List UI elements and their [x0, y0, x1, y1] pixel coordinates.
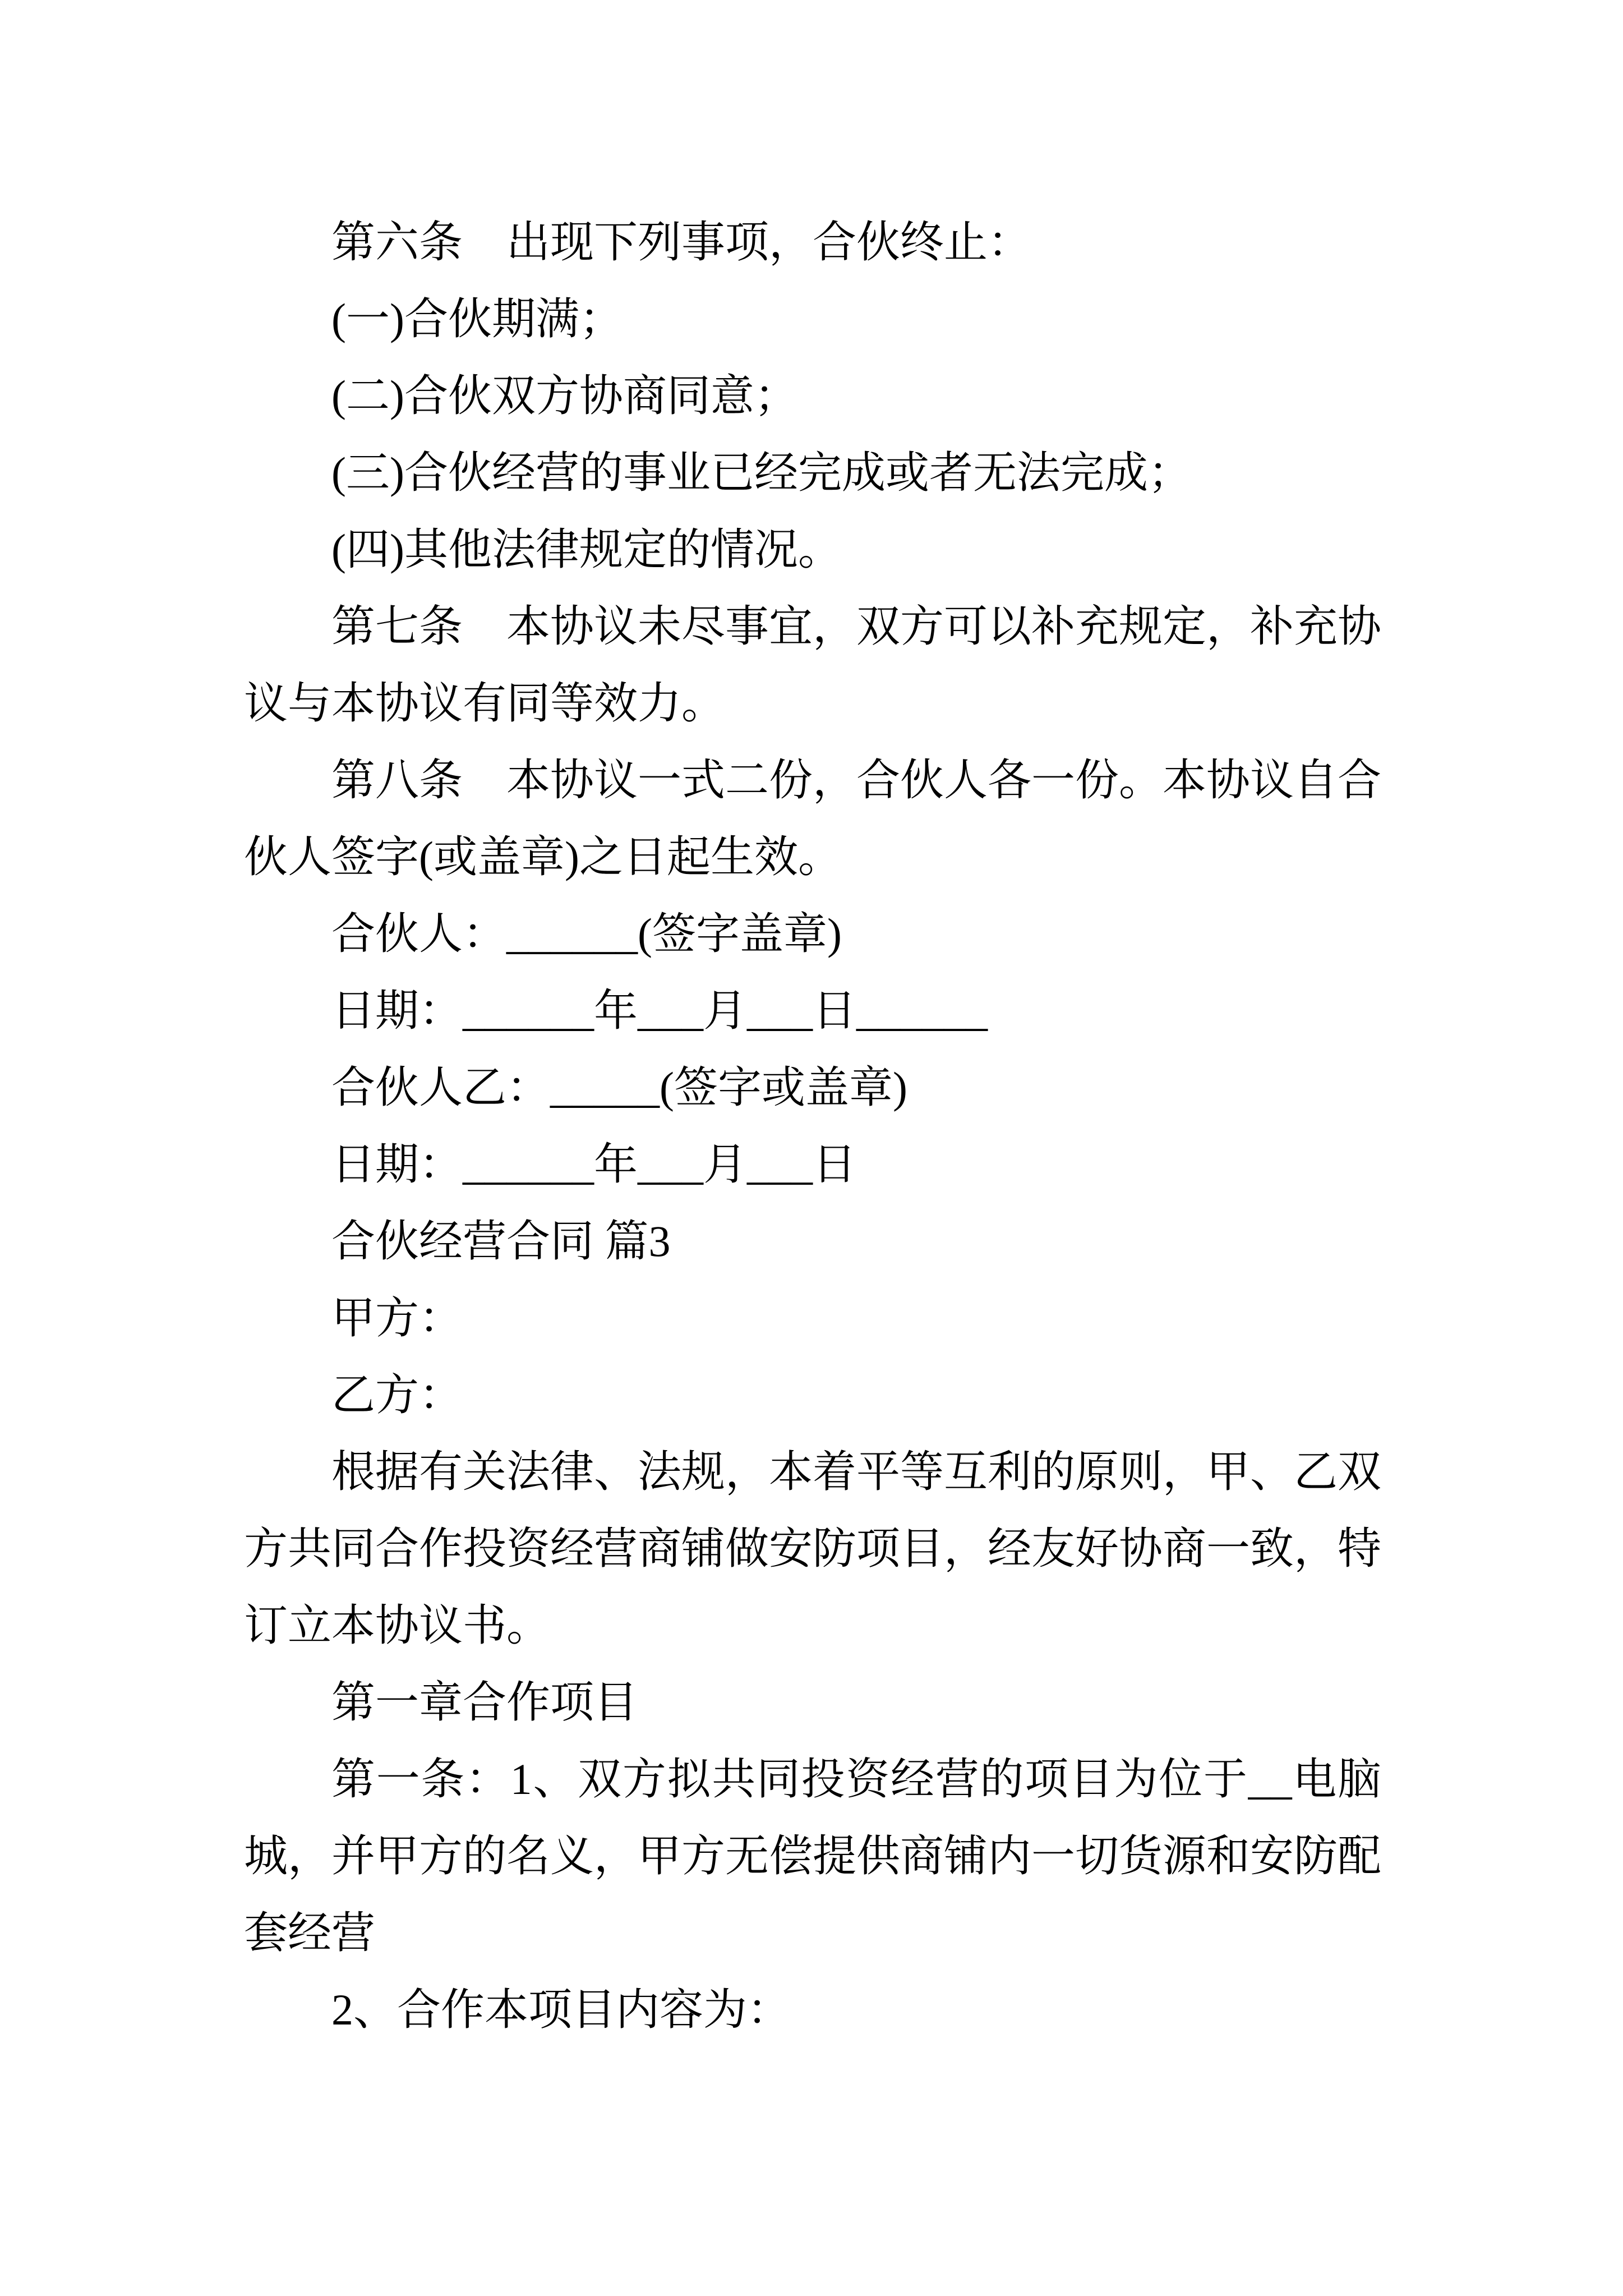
- document-line: 套经营: [244, 1908, 376, 1957]
- document-line: 议与本协议有同等效力。: [244, 679, 726, 728]
- document-line: 第八条 本协议一式二份，合伙人各一份。本协议自合: [331, 756, 1382, 804]
- document-line: 根据有关法律、法规，本着平等互利的原则，甲、乙双: [331, 1447, 1382, 1496]
- document-line: 订立本协议书。: [244, 1601, 551, 1650]
- document-line: 合伙人乙：_____(签字或盖章): [331, 1063, 907, 1112]
- document-line: (三)合伙经营的事业已经完成或者无法完成；: [331, 448, 1192, 497]
- document-line: 城，并甲方的名义，甲方无偿提供商铺内一切货源和安防配: [244, 1832, 1382, 1880]
- document-line: 伙人签字(或盖章)之日起生效。: [244, 832, 842, 881]
- document-line: 第一条：1、双方拟共同投资经营的项目为位于__电脑: [331, 1755, 1381, 1803]
- document-line: 甲方：: [331, 1294, 463, 1342]
- document-line: 乙方：: [331, 1370, 463, 1419]
- document-line: 合伙经营合同 篇3: [331, 1217, 671, 1266]
- document-line: (四)其他法律规定的情况。: [331, 525, 842, 574]
- contract-document: [244, 204, 1381, 2048]
- document-line: (二)合伙双方协商同意；: [331, 371, 798, 420]
- document-line: 日期：______年___月___日: [331, 1140, 857, 1189]
- document-line: 第一章合作项目: [331, 1678, 638, 1727]
- document-line: 第六条 出现下列事项，合伙终止：: [331, 218, 1032, 266]
- document-line: 日期：______年___月___日______: [331, 986, 988, 1035]
- document-line: (一)合伙期满；: [331, 295, 623, 343]
- document-line: 方共同合作投资经营商铺做安防项目，经友好协商一致，特: [244, 1524, 1382, 1573]
- document-line: 2、合作本项目内容为：: [331, 1985, 791, 2034]
- document-line: 第七条 本协议未尽事宜，双方可以补充规定，补充协: [331, 602, 1382, 651]
- document-line: 合伙人：______(签字盖章): [331, 909, 842, 958]
